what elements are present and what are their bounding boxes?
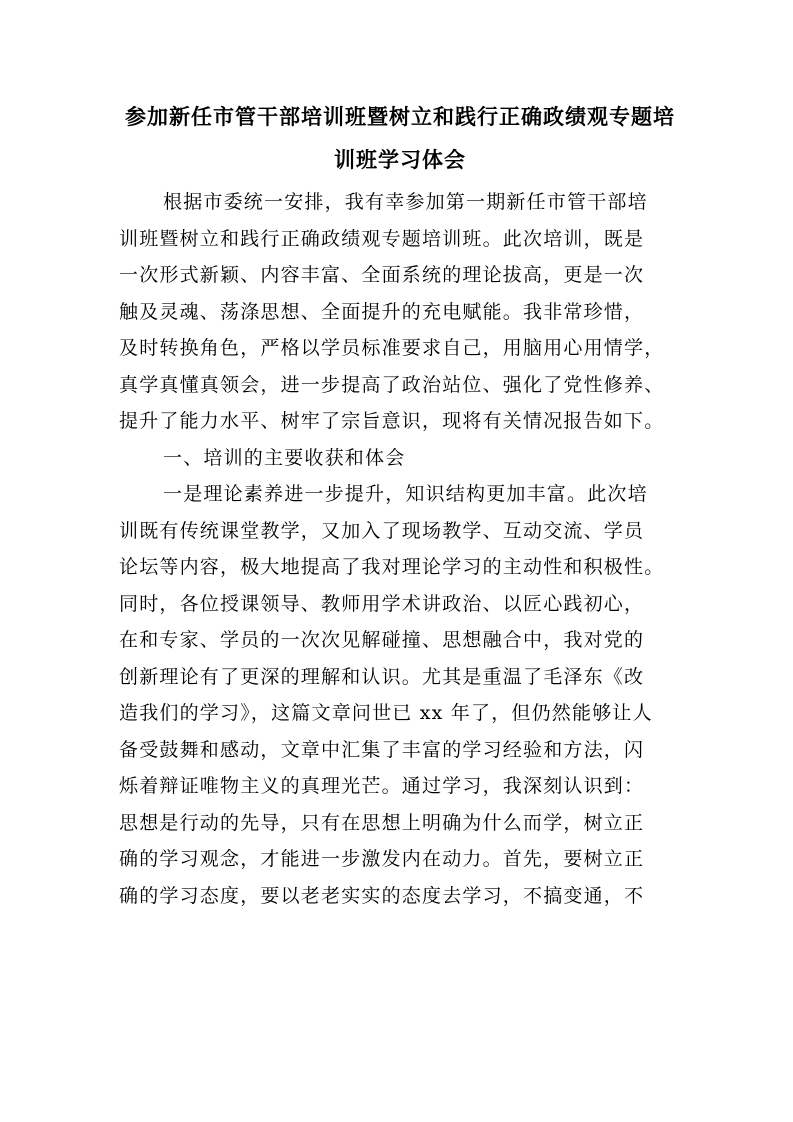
paragraph-line: 确的学习态度，要以老老实实的态度去学习，不搞变通，不	[119, 884, 645, 907]
paragraph-line: 提升了能力水平、树牢了宗旨意识，现将有关情况报告如下。	[119, 410, 665, 432]
paragraph-line: 训既有传统课堂教学，又加入了现场教学、互动交流、学员	[119, 519, 645, 542]
paragraph-line: 同时，各位授课领导、教师用学术讲政治、以匠心践初心，	[119, 592, 645, 615]
paragraph-line: 及时转换角色，严格以学员标准要求自己，用脑用心用情学，	[119, 337, 665, 359]
paragraph-line: 确的学习观念，才能进一步激发内在动力。首先，要树立正	[119, 848, 645, 870]
paragraph-line: 创新理论有了更深的理解和认识。尤其是重温了毛泽东《改	[119, 665, 645, 688]
document-title-line-2: 训班学习体会	[334, 147, 466, 172]
document-title-line-1: 参加新任市管干部培训班暨树立和践行正确政绩观专题培	[125, 104, 675, 129]
paragraph-line: 备受鼓舞和感动，文章中汇集了丰富的学习经验和方法，闪	[119, 738, 645, 761]
paragraph-line: 触及灵魂、荡涤思想、全面提升的充电赋能。我非常珍惜，	[119, 300, 645, 323]
paragraph-line: 在和专家、学员的一次次见解碰撞、思想融合中，我对党的	[119, 629, 645, 651]
paragraph-line: 思想是行动的先导，只有在思想上明确为什么而学，树立正	[119, 811, 645, 834]
paragraph-line: 一是理论素养进一步提升，知识结构更加丰富。此次培	[163, 483, 648, 505]
paragraph-line: 一次形式新颖、内容丰富、全面系统的理论拔高，更是一次	[119, 264, 645, 286]
paragraph-line: 造我们的学习》，这篇文章问世已 xx 年了，但仍然能够让人	[119, 702, 653, 724]
paragraph-line: 训班暨树立和践行正确政绩观专题培训班。此次培训，既是	[119, 227, 645, 250]
paragraph-line: 论坛等内容，极大地提高了我对理论学习的主动性和积极性。	[119, 556, 665, 578]
paragraph-line: 根据市委统一安排，我有幸参加第一期新任市管干部培	[163, 191, 648, 213]
document-body	[119, 184, 699, 914]
section-heading: 一、培训的主要收获和体会	[163, 446, 406, 469]
paragraph-line: 真学真懂真领会，进一步提高了政治站位、强化了党性修养、	[119, 373, 665, 396]
paragraph-line: 烁着辩证唯物主义的真理光芒。通过学习，我深刻认识到：	[119, 775, 645, 797]
